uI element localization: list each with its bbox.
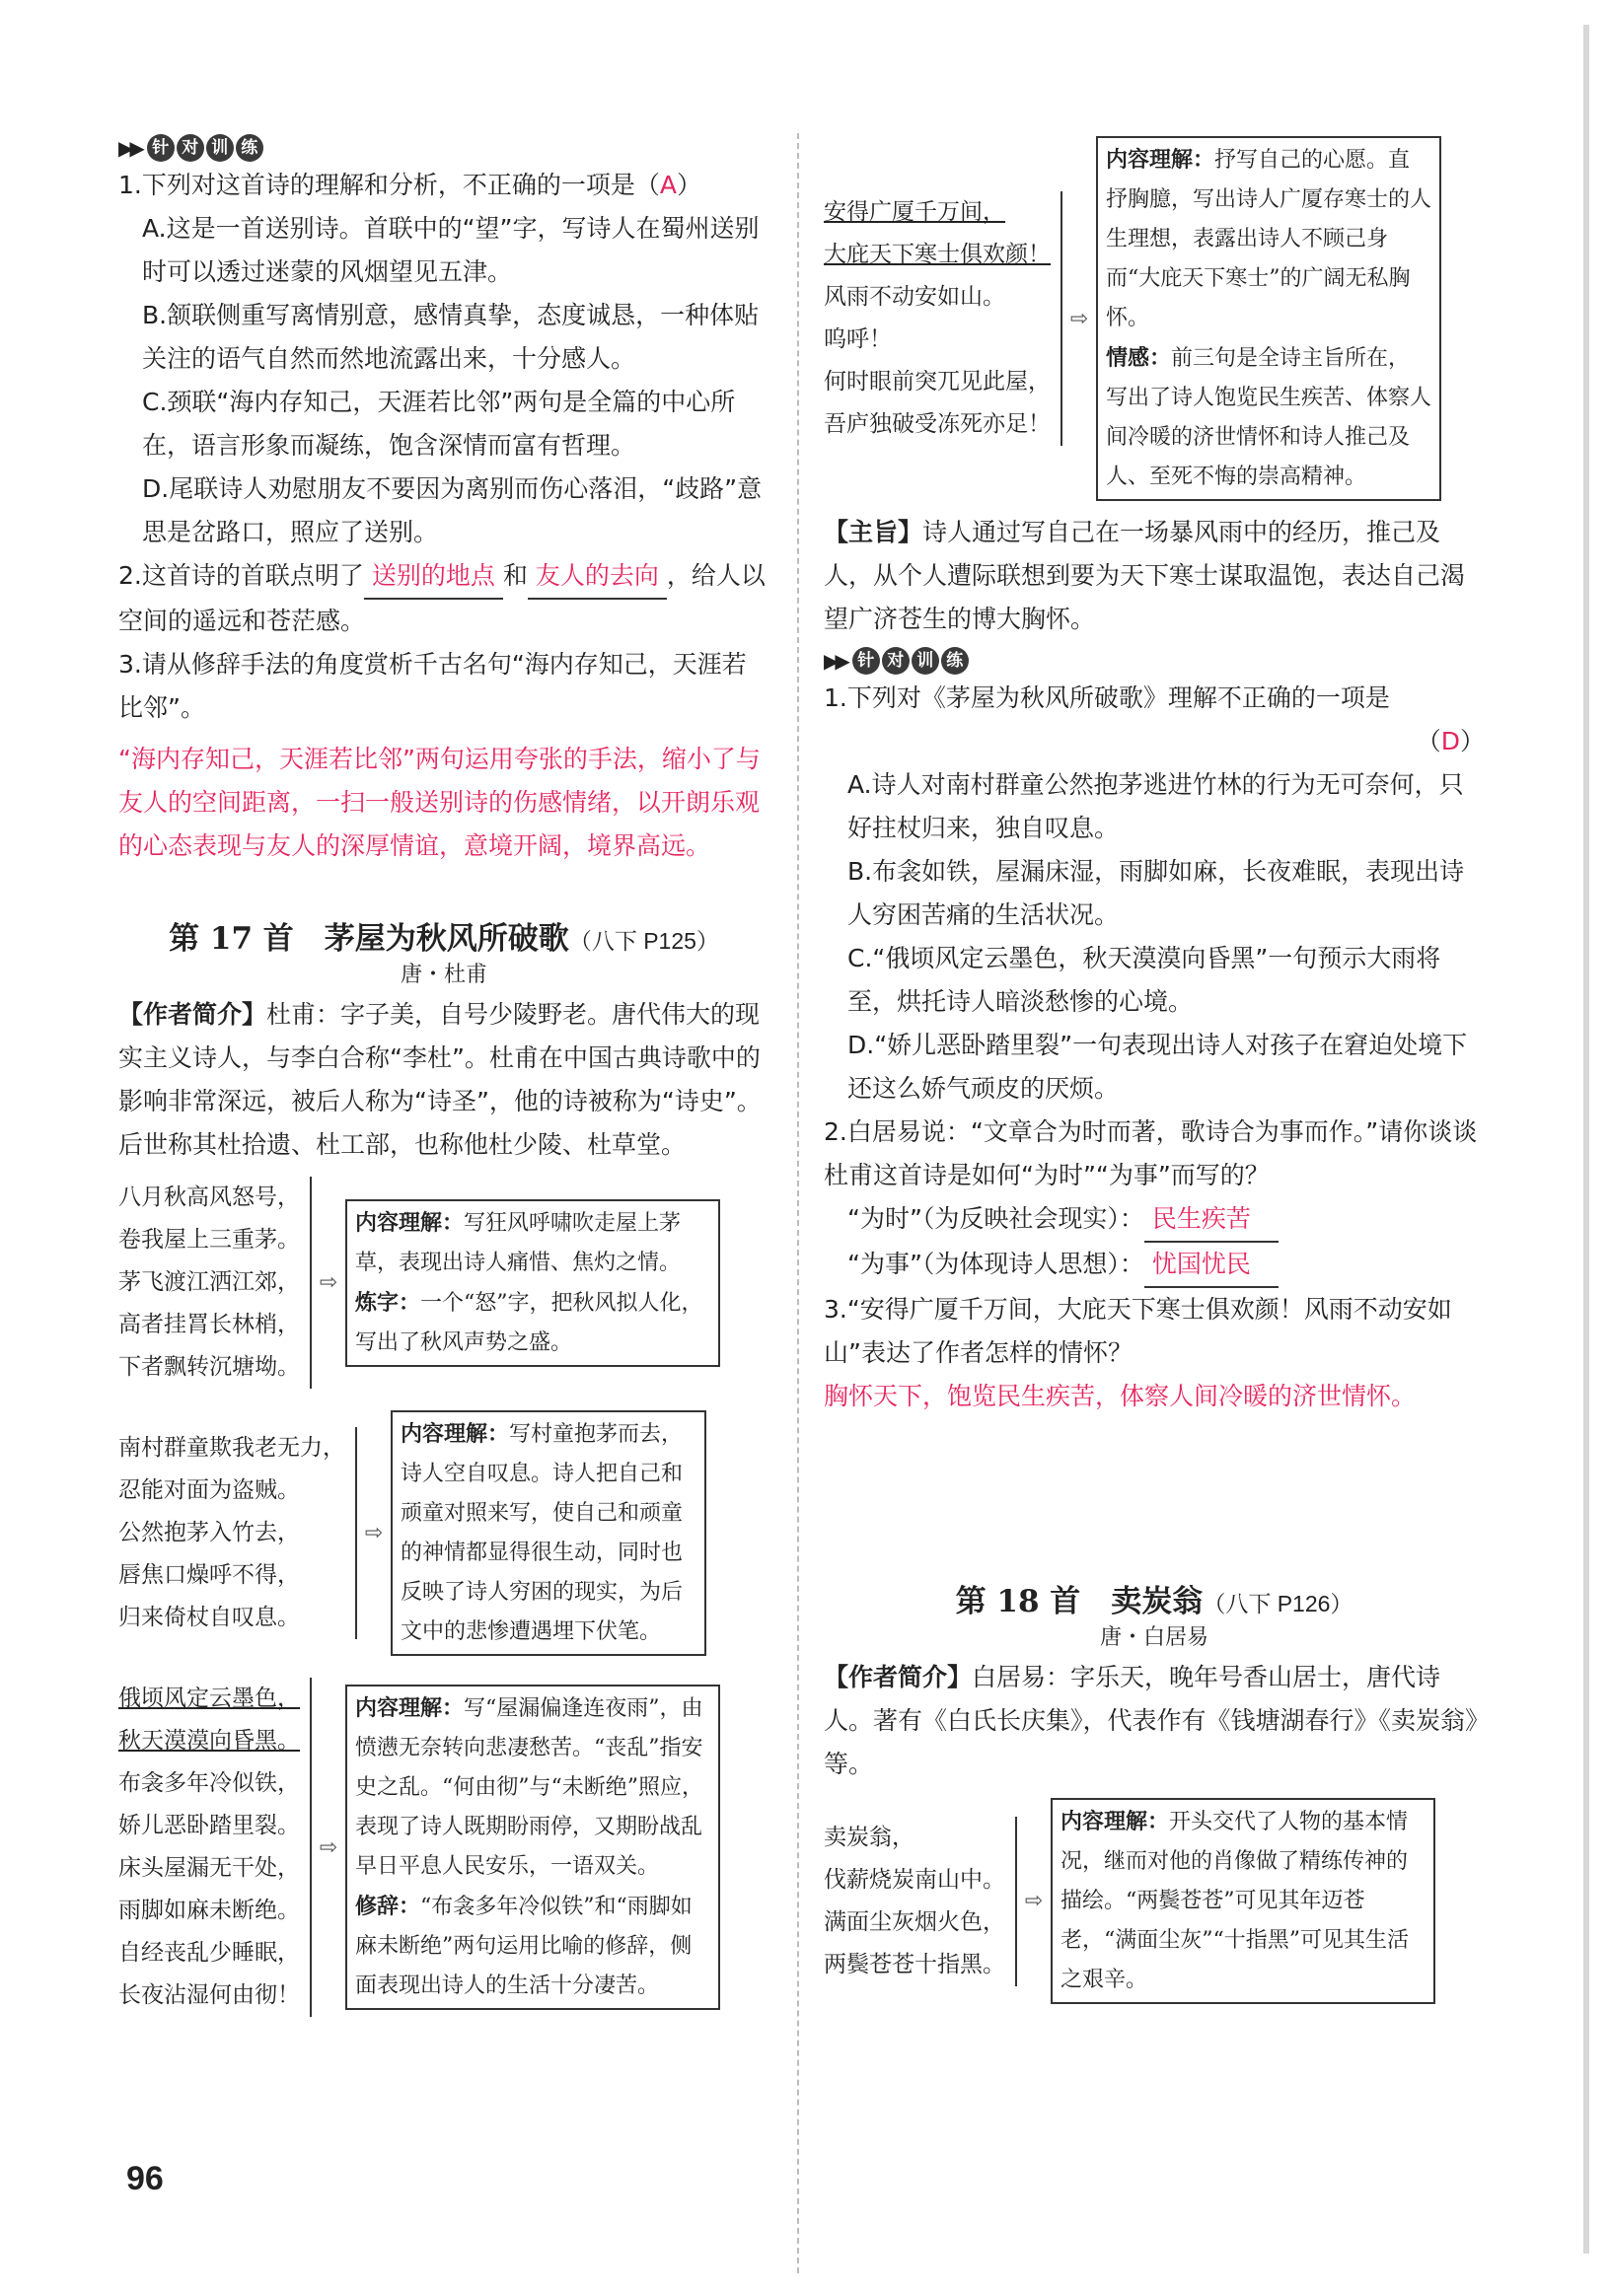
annotation-box: 内容理解：写村童抱茅而去，诗人空自叹息。诗人把自己和顽童对照来写，使自己和顽童的神情都显得很生动，同时也反映了诗人穷困的现实，为后文中的悲惨遭遇埋下伏笔。 (391, 1410, 706, 1656)
answer-blank-2: 友人的去向 (528, 554, 667, 600)
arrow-right-icon: ⇨ (364, 1521, 384, 1545)
answer-blank-1: 民生疾苦 (1144, 1197, 1279, 1243)
annotation-box: 内容理解：开头交代了人物的基本情况，继而对他的肖像做了精练传神的描绘。“两鬓苍苍”可见其年迈苍老，“满面尘灰”“十指黑”可见其生活之艰辛。 (1051, 1798, 1435, 2004)
option-b: B.布衾如铁，屋漏床湿，雨脚如麻，长夜难眠，表现出诗人穷困苦痛的生活状况。 (847, 857, 1465, 929)
right-question-2: 2.白居易说：“文章合为时而著，歌诗合为事而作。”请你谈谈杜甫这首诗是如何“为时”“为事”而写的？ “为时”（为反映社会现实）： 民生疾苦 “为事”（为体现诗人思想）： 忧国忧民 (824, 1111, 1485, 1288)
question-3 (118, 643, 769, 868)
question-3-answer: “海内存知己，天涯若比邻”两句运用夸张的手法，缩小了与友人的空间距离，一扫一般送别诗的伤感情绪，以开朗乐观的心态表现与友人的深厚情谊，意境开阔，境界高远。 (118, 745, 761, 860)
option-c: C.颈联“海内存知己，天涯若比邻”两句是全篇的中心所在，语言形象而凝练，饱含深情而富有哲理。 (142, 388, 736, 460)
poem17-stanza-1 (118, 1177, 769, 1389)
question-3-stem: 3.请从修辞手法的角度赏析千古名句“海内存知己，天涯若比邻”。 (118, 650, 747, 722)
option-a: A.诗人对南村群童公然抱茅逃进竹林的行为无可奈何，只好拄杖归来，独自叹息。 (847, 770, 1464, 842)
training-header (824, 647, 1485, 675)
column-divider (797, 133, 799, 2273)
double-arrow-icon: ▶▶ (118, 136, 141, 160)
poem17-stanza-2 (118, 1410, 769, 1656)
right-question-3 (824, 1288, 1485, 1418)
poem18-title: 第 18 首 卖炭翁（八下 P126） (955, 1584, 1353, 1619)
training-header (118, 134, 769, 162)
page-number: 96 (126, 2160, 164, 2197)
right-question-1 (824, 677, 1485, 1111)
answer-blank-1: 送别的地点 (364, 554, 503, 600)
arrow-right-icon: ⇨ (1069, 306, 1089, 331)
answer-blank-2: 忧国忧民 (1144, 1243, 1279, 1288)
poem17-stanza-4 (824, 136, 1485, 501)
right-column (824, 136, 1485, 2004)
option-d: D.尾联诗人劝慰朋友不要因为离别而伤心落泪，“歧路”意思是岔路口，照应了送别。 (142, 474, 763, 546)
question-answer: 胸怀天下，饱览民生疾苦，体察人间冷暖的济世情怀。 (824, 1382, 1417, 1410)
arrow-right-icon: ⇨ (319, 1834, 338, 1860)
double-arrow-icon: ▶▶ (824, 649, 846, 673)
question-stem: 3.“安得广厦千万间，大庇天下寒士俱欢颜！风雨不动安如山”表达了作者怎样的情怀？ (824, 1295, 1452, 1367)
poem-lines: 俄顷风定云墨色， 秋天漠漠向昏黑。 布衾多年冷似铁， 娇儿恶卧踏里裂。 床头屋漏无干处， 雨脚如麻未断绝。 自经丧乱少睡眠， 长夜沾湿何由彻！ (118, 1678, 312, 2017)
poem18-stanza-1 (824, 1798, 1485, 2004)
question-1: 1.下列对这首诗的理解和分析，不正确的一项是（A） A.这是一首送别诗。首联中的“望”字，写诗人在蜀州送别时可以透过迷蒙的风烟望见五津。 B.颔联侧重写离情别意，感情真挚，态度诚恳，一种体贴关注的语气自然而然地流露出来，十分感人。 C.颈联“海内存知己，天涯若比邻”两句是全篇的中心所在，语言形象而凝练，饱含深情而富有哲理。 D.尾联诗人劝慰朋友不要因为离别而伤心落泪，“歧路”意思是岔路口，照应了送别。 (118, 164, 769, 554)
option-b: B.颔联侧重写离情别意，感情真挚，态度诚恳，一种体贴关注的语气自然而然地流露出来，十分感人。 (142, 301, 760, 373)
poem-lines: 安得广厦千万间， 大庇天下寒士俱欢颜！ 风雨不动安如山。 呜呼！ 何时眼前突兀见此屋， 吾庐独破受冻死亦足！ (824, 191, 1062, 446)
question-stem: 1.下列对《茅屋为秋风所破歌》理解不正确的一项是 (824, 683, 1390, 712)
annotation-box: 内容理解：写“屋漏偏逢连夜雨”，由愤懑无奈转向悲凄愁苦。“丧乱”指安史之乱。“何由彻”与“未断绝”照应，表现了诗人既期盼雨停，又期盼战乱早日平息人民安乐，一语双关。 修辞：“布衾多年冷似铁”和“雨脚如麻未断绝”两句运用比喻的修辞，侧面表现出诗人的生活十分凄苦。 (345, 1685, 720, 2010)
arrow-right-icon: ⇨ (319, 1270, 338, 1295)
option-a: A.这是一首送别诗。首联中的“望”字，写诗人在蜀州送别时可以透过迷蒙的风烟望见五津。 (142, 214, 760, 286)
poem17-title: 第 17 首 茅屋为秋风所破歌（八下 P125） (169, 921, 719, 957)
poem-lines: 南村群童欺我老无力， 忍能对面为盗贼。 公然抱茅入竹去， 唇焦口燥呼不得， 归来倚杖自叹息。 (118, 1427, 357, 1639)
page-edge (1583, 25, 1589, 2254)
question-2: 2.这首诗的首联点明了 送别的地点 和 友人的去向 ，给人以空间的遥远和苍茫感。 (118, 554, 769, 643)
left-column (118, 128, 769, 2017)
training-label: 针 对 训 练 (147, 134, 265, 162)
answer-letter: A (659, 171, 677, 199)
annotation-box: 内容理解：写狂风呼啸吹走屋上茅草，表现出诗人痛惜、焦灼之情。 炼字：一个“怒”字，把秋风拟人化，写出了秋风声势之盛。 (345, 1199, 720, 1367)
poem-lines: 八月秋高风怒号， 卷我屋上三重茅。 茅飞渡江洒江郊， 高者挂罥长林梢， 下者飘转沉塘坳。 (118, 1177, 312, 1389)
answer-bracket: （D） (1416, 727, 1485, 755)
option-c: C.“俄顷风定云墨色，秋天漠漠向昏黑”一句预示大雨将至，烘托诗人暗淡愁惨的心境。 (847, 944, 1441, 1016)
poem17-stanza-3 (118, 1678, 769, 2017)
poem18-author: 【作者简介】白居易：字乐天，晚年号香山居士，唐代诗人。著有《白氏长庆集》，代表作有《钱塘湖春行》《卖炭翁》等。 (824, 1663, 1478, 1778)
arrow-right-icon: ⇨ (1024, 1889, 1044, 1913)
question-stem: 2.白居易说：“文章合为时而著，歌诗合为事而作。”请你谈谈杜甫这首诗是如何“为时”“为事”而写的？ (824, 1117, 1478, 1189)
poem18-dynasty: 唐・白居易 (1099, 1625, 1208, 1650)
training-label: 针 对 训 练 (852, 647, 971, 675)
poem17-dynasty: 唐・杜甫 (400, 963, 487, 987)
poem-lines: 卖炭翁， 伐薪烧炭南山中。 满面尘灰烟火色， 两鬓苍苍十指黑。 (824, 1817, 1017, 1986)
annotation-box: 内容理解：抒写自己的心愿。直抒胸臆，写出诗人广厦存寒士的人生理想，表露出诗人不顾己身而“大庇天下寒士”的广阔无私胸怀。 情感：前三句是全诗主旨所在，写出了诗人饱览民生疾苦、体察人间冷暖的济世情怀和诗人推己及人、至死不悔的崇高精神。 (1096, 136, 1441, 501)
poem17-theme: 【主旨】诗人通过写自己在一场暴风雨中的经历，推己及人，从个人遭际联想到要为天下寒士谋取温饱，表达自己渴望广济苍生的博大胸怀。 (824, 518, 1466, 633)
poem17-author: 【作者简介】杜甫：字子美，自号少陵野老。唐代伟大的现实主义诗人，与李白合称“李杜”。杜甫在中国古典诗歌中的影响非常深远，被后人称为“诗圣”，他的诗被称为“诗史”。后世称其杜拾遗、杜工部，也称他杜少陵、杜草堂。 (118, 1000, 762, 1159)
option-d: D.“娇儿恶卧踏里裂”一句表现出诗人对孩子在窘迫处境下还这么娇气顽皮的厌烦。 (847, 1031, 1468, 1103)
